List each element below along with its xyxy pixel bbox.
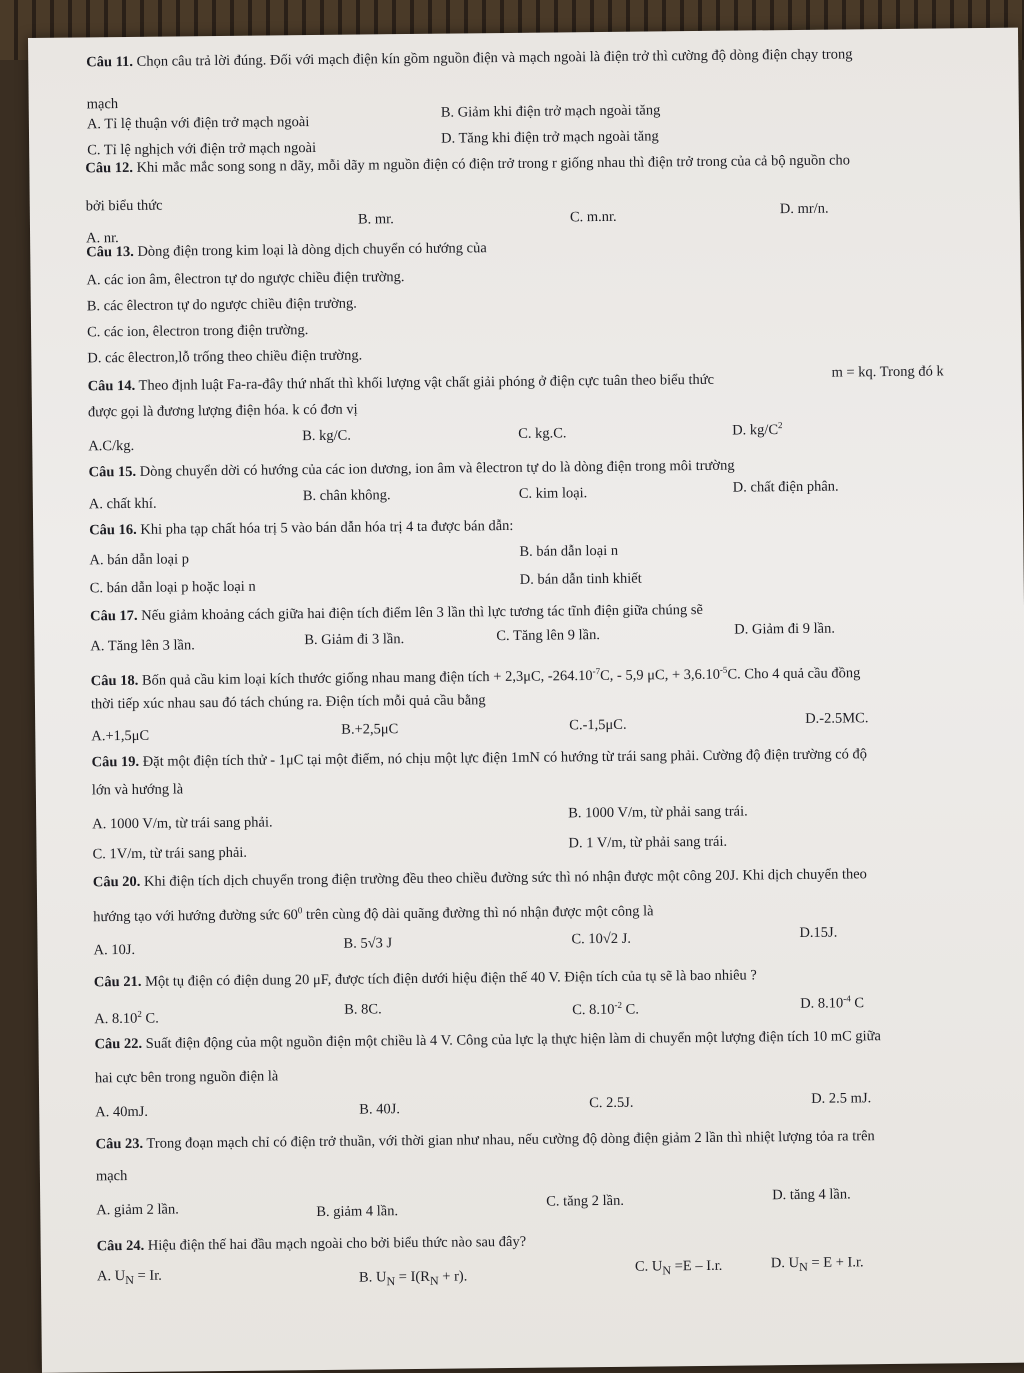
question-14: Câu 14. Theo định luật Fa-ra-đây thứ nhất thì khối lượng vật chất giải phóng ở điện cực tuân theo biểu thức (87, 371, 715, 395)
question-22-cont: hai cực bên trong nguồn điện là (94, 1068, 279, 1087)
q22-option-c: C. 2.5J. (589, 1094, 634, 1112)
question-23: Câu 23. Trong đoạn mạch chỉ có điện trở thuần, với thời gian như nhau, nếu cường độ dòng điện giảm 2 lần thì nhiệt lượng tỏa ra trên (95, 1128, 875, 1153)
q12-option-d: D. mr/n. (779, 200, 829, 218)
q21-option-b: B. 8C. (344, 1001, 382, 1018)
exam-sheet (28, 28, 1024, 1373)
q11-option-b: B. Giảm khi điện trở mạch ngoài tăng (440, 102, 661, 121)
question-17: Câu 17. Nếu giảm khoảng cách giữa hai điện tích điểm lên 3 lần thì lực tương tác tĩnh điện giữa chúng sẽ (89, 601, 704, 625)
q19-option-a: A. 1000 V/m, từ trái sang phải. (92, 814, 273, 833)
question-19: Câu 19. Đặt một điện tích thử - 1μC tại một điểm, nó chịu một lực điện 1mN có hướng từ trái sang phải. Cường độ điện trường có độ (91, 746, 868, 771)
q13-option-a: A. các ion âm, êlectron tự do ngược chiều điện trường. (86, 269, 405, 289)
question-18: Câu 18. Bốn quả cầu kim loại kích thước giống nhau mang điện tích + 2,3μC, $-264.10^{-7}C$, - 5,9 μC, + $3,6.10^{-5}C$. Cho 4 quả cầu đồng (90, 664, 861, 690)
q18-option-a: A.+1,5μC (91, 727, 150, 745)
q15-option-c: C. kim loại. (518, 485, 588, 502)
question-15: Câu 15. Dòng chuyển dời có hướng của các ion dương, ion âm và êlectron tự do là dòng điện trong môi trường (88, 457, 735, 481)
q18-option-d: D.-2.5MC. (805, 710, 869, 727)
q22-option-b: B. 40J. (359, 1101, 401, 1118)
q17-option-c: C. Tăng lên 9 lần. (496, 627, 601, 645)
q11-option-c: C. Tỉ lệ nghịch với điện trở mạch ngoài (87, 139, 317, 159)
question-14-formula: m = kq. Trong đó k (831, 363, 944, 381)
q21-option-d: D. $8.10^{-4}$ C (800, 993, 865, 1012)
q14-option-d: D. $kg/C^2$ (732, 420, 783, 439)
q15-option-d: D. chất điện phân. (732, 478, 839, 496)
question-11: Câu 11. Chọn câu trả lời đúng. Đối với mạch điện kín gồm nguồn điện và mạch ngoài là điện trở thì cường độ dòng điện chạy trong (86, 46, 853, 71)
q20-option-c: C. 10√2 J. (571, 930, 632, 948)
q16-option-a: A. bán dẫn loại p (89, 551, 190, 569)
q22-option-a: A. 40mJ. (95, 1103, 149, 1121)
q11-option-d: D. Tăng khi điện trở mạch ngoài tăng (440, 128, 659, 147)
q16-option-b: B. bán dẫn loại n (519, 542, 619, 560)
question-23-cont: mạch (95, 1168, 128, 1185)
q20-option-a: A. 10J. (93, 941, 136, 959)
q23-option-c: C. tăng 2 lần. (546, 1192, 625, 1210)
q17-option-a: A. Tăng lên 3 lần. (90, 637, 195, 655)
q21-option-c: C. $8.10^{-2}$ C. (572, 999, 640, 1019)
q15-option-a: A. chất khí. (88, 495, 157, 513)
q12-option-c: C. m.nr. (569, 208, 617, 226)
q13-option-c: C. các ion, êlectron trong điện trường. (87, 322, 309, 341)
question-18-cont: thời tiếp xúc nhau sau đó tách chúng ra. Điện tích mỗi quả cầu bằng (90, 692, 486, 713)
q12-option-a: A. nr. (86, 230, 119, 247)
q24-option-d: D. $U_N = E + I.r$. (770, 1254, 864, 1274)
question-16: Câu 16. Khi pha tạp chất hóa trị 5 vào bán dẫn hóa trị 4 ta được bán dẫn: (89, 517, 514, 539)
q21-option-a: A. 8.10$^2$ C. (94, 1008, 159, 1028)
q20-option-b: B. 5√3 J (343, 935, 393, 952)
question-19-cont: lớn và hướng là (91, 781, 184, 799)
q14-option-a: A.C/kg. (88, 437, 135, 455)
q24-option-b: B. $U_N = I(R_N + r)$. (358, 1268, 468, 1289)
q23-option-a: A. giảm 2 lần. (96, 1201, 179, 1219)
q18-option-b: B.+2,5μC (341, 721, 399, 738)
q17-option-d: D. Giảm đi 9 lần. (734, 620, 835, 638)
q19-option-d: D. 1 V/m, từ phải sang trái. (568, 833, 728, 852)
q13-option-d: D. các êlectron,lỗ trống theo chiều điện trường. (87, 347, 363, 367)
question-21: Câu 21. Một tụ điện có điện dung 20 μF, được tích điện dưới hiệu điện thế 40 V. Điện tích của tụ sẽ là bao nhiêu ? (93, 967, 757, 991)
q15-option-b: B. chân không. (302, 487, 391, 505)
q11-option-a: A. Tỉ lệ thuận với điện trở mạch ngoài (86, 114, 310, 133)
q22-option-d: D. 2.5 mJ. (811, 1090, 872, 1107)
question-14-cont: được gọi là đương lượng điện hóa. k có đơn vị (87, 401, 358, 421)
question-11-cont: mạch (86, 96, 119, 113)
q19-option-b: B. 1000 V/m, từ phải sang trái. (568, 803, 748, 822)
question-24: Câu 24. Hiệu điện thế hai đầu mạch ngoài cho bởi biểu thức nào sau đây? (96, 1233, 527, 1255)
q16-option-c: C. bán dẫn loại p hoặc loại n (89, 578, 256, 597)
q14-option-b: B. kg/C. (302, 427, 352, 445)
q12-option-b: B. mr. (357, 211, 394, 228)
q20-option-d: D.15J. (799, 924, 838, 941)
q24-option-a: A. $U_N = Ir$. (96, 1267, 162, 1287)
question-13: Câu 13. Dòng điện trong kim loại là dòng dịch chuyển có hướng của (86, 240, 487, 261)
q23-option-d: D. tăng 4 lần. (772, 1186, 851, 1204)
q13-option-b: B. các êlectron tự do ngược chiều điện trường. (86, 295, 357, 315)
q19-option-c: C. 1V/m, từ trái sang phải. (92, 844, 248, 863)
question-12-cont: bởi biểu thức (85, 197, 163, 215)
q17-option-b: B. Giảm đi 3 lần. (304, 631, 405, 649)
q14-option-c: C. kg.C. (518, 425, 567, 442)
question-22: Câu 22. Suất điện động của một nguồn điện một chiều là 4 V. Công của lực lạ thực hiện làm di chuyển một lượng điện tích 10 mC giữa (94, 1028, 882, 1053)
q16-option-d: D. bán dẫn tinh khiết (519, 570, 642, 588)
question-12: Câu 12. Khi mắc mắc song song n dãy, mỗi dãy m nguồn điện có điện trở trong r giống nhau thì điện trở trong của cả bộ nguồn cho (85, 152, 851, 177)
q23-option-b: B. giảm 4 lần. (316, 1203, 399, 1221)
q24-option-c: C. $U_N =E - I.r$. (634, 1257, 723, 1278)
q18-option-c: C.-1,5μC. (569, 716, 627, 734)
question-20: Câu 20. Khi điện tích dịch chuyển trong điện trường đều theo chiều đường sức thì nó nhận được một công 20J. Khi dịch chuyển theo (92, 866, 867, 891)
question-20-cont: hướng tạo với hướng đường sức $60^0$ trên cùng độ dài quãng đường thì nó nhận được một công là (93, 903, 654, 926)
